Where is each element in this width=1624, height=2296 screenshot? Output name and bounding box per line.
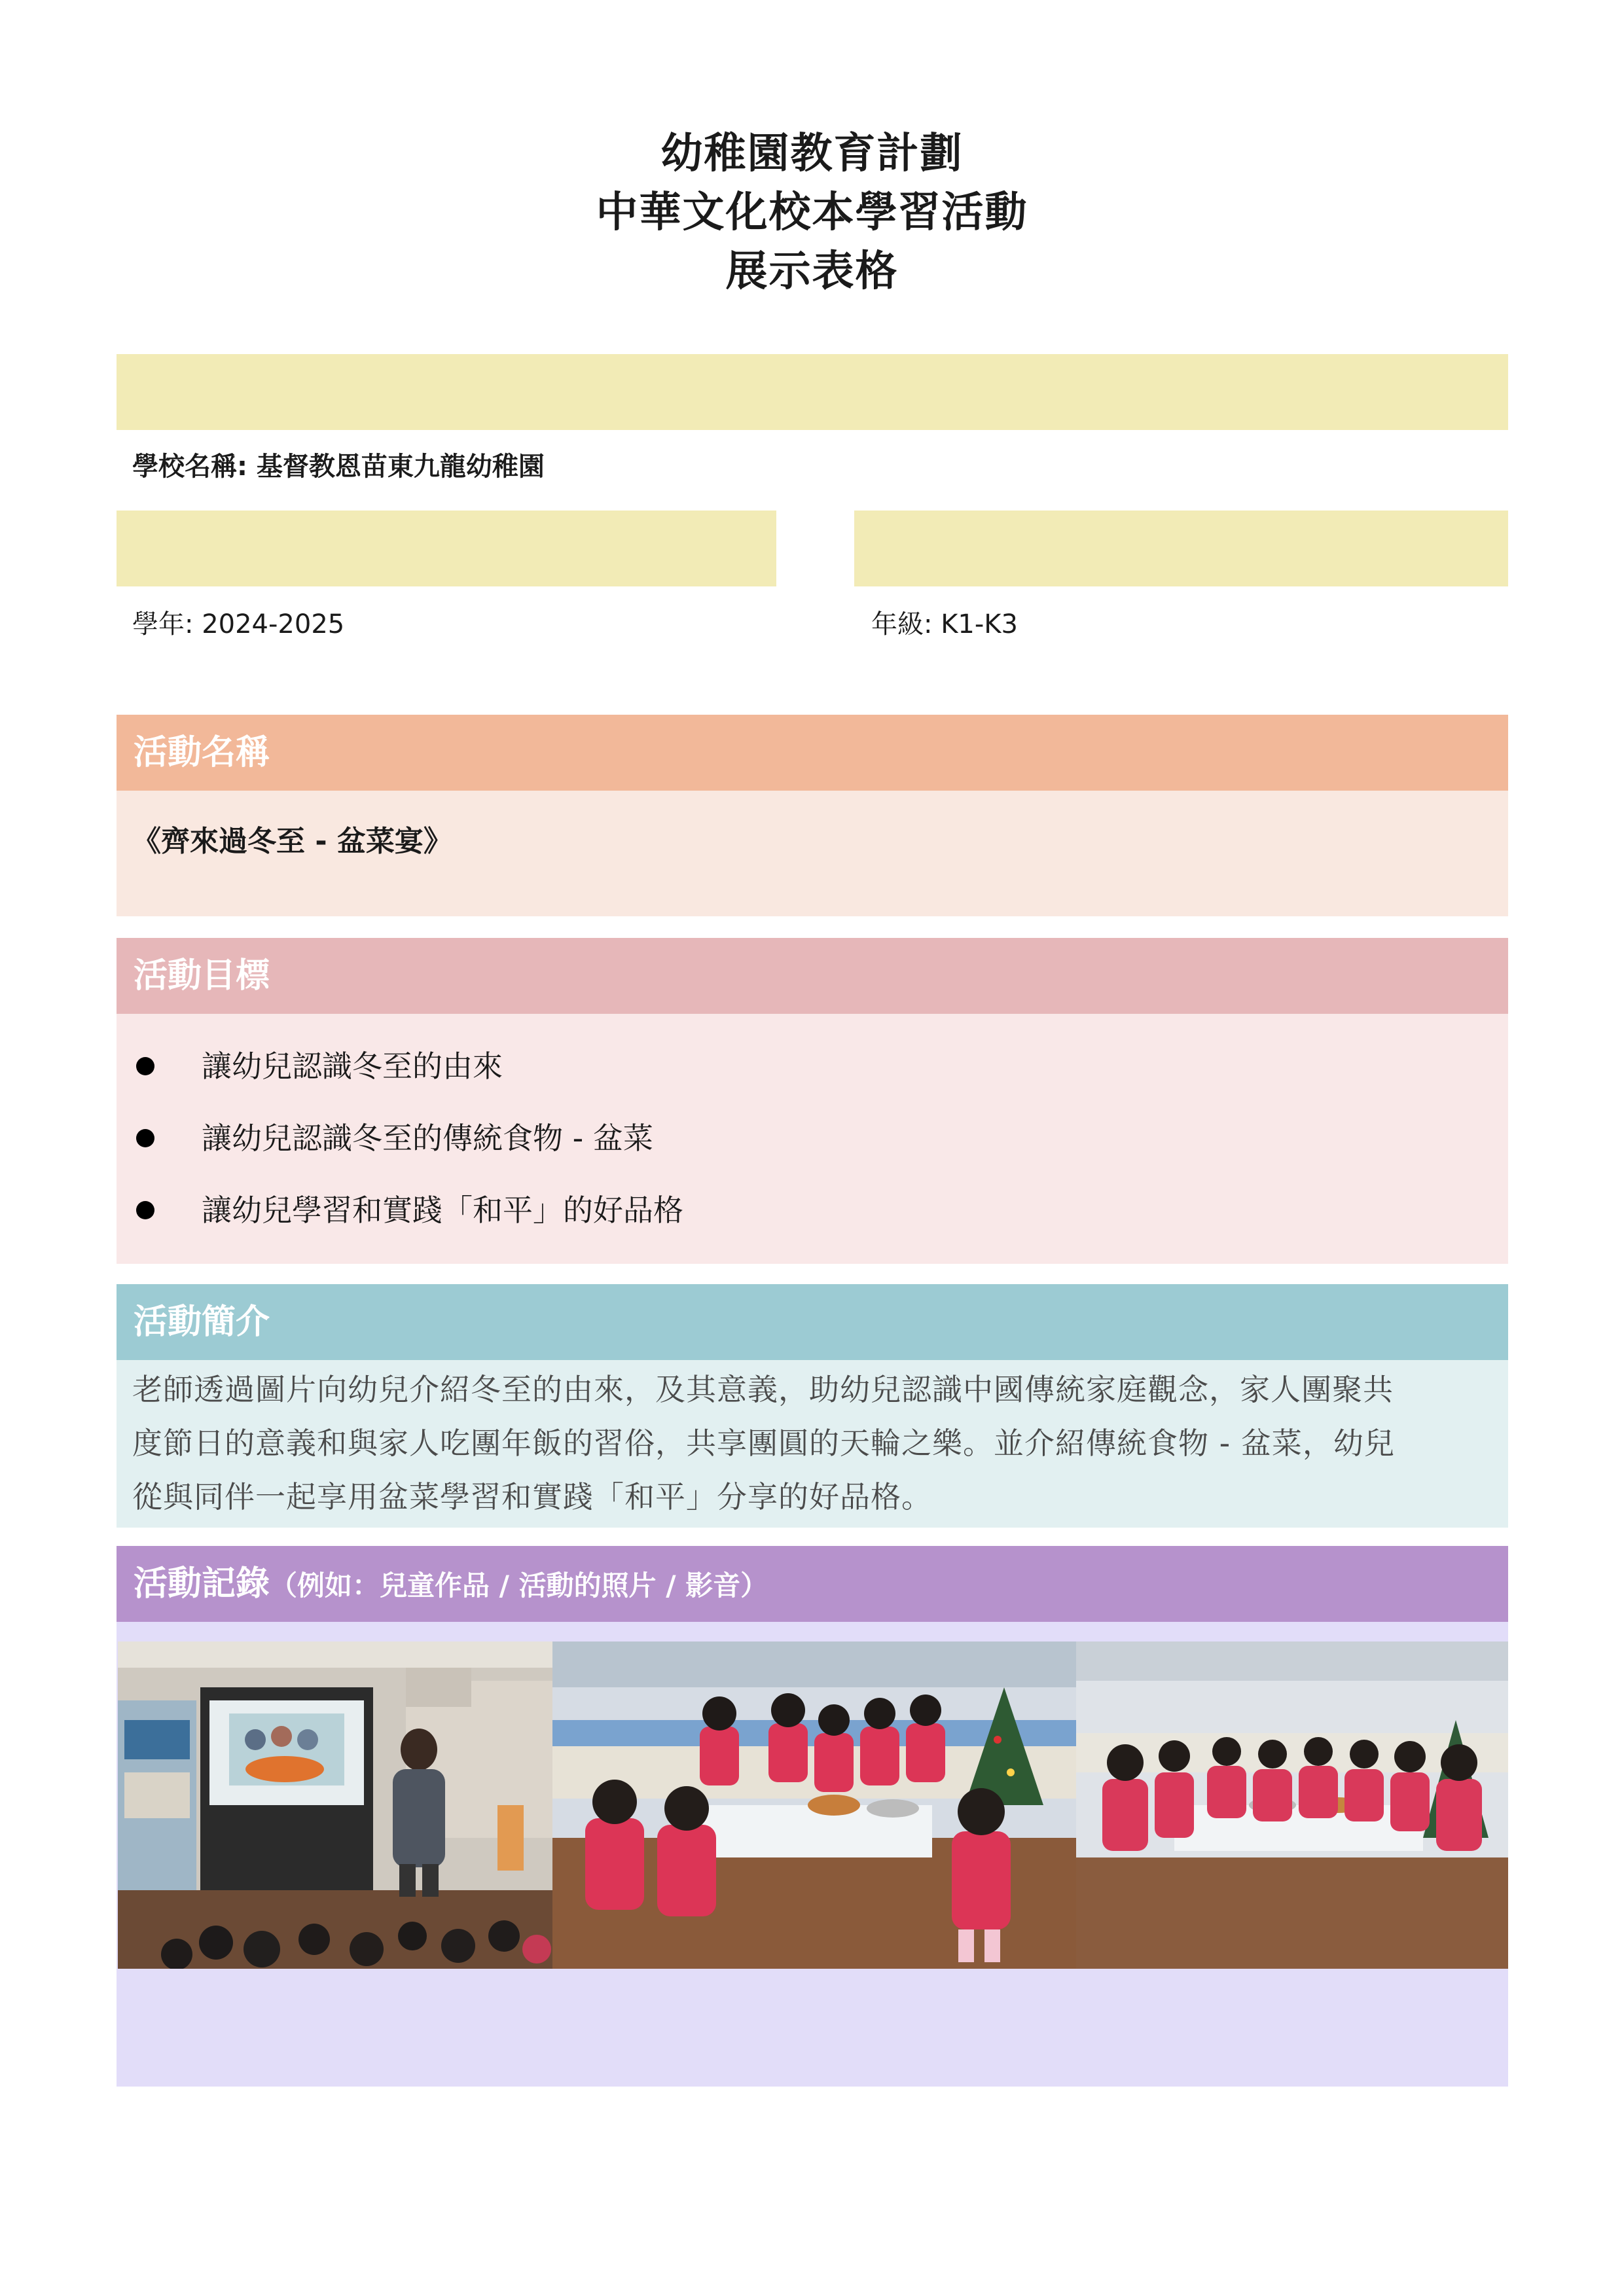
activity-name-header <box>117 715 1508 791</box>
objectives-header <box>117 938 1508 1014</box>
objectives-heading: 活動目標 <box>134 956 270 996</box>
objective-text: 讓幼兒認識冬至的由來 <box>202 1049 503 1084</box>
introduction-heading: 活動簡介 <box>134 1302 270 1342</box>
introduction-text <box>132 1363 1500 1524</box>
activity-name-heading: 活動名稱 <box>134 733 270 772</box>
objective-item <box>136 1045 503 1087</box>
objective-text: 讓幼兒學習和實踐「和平」的好品格 <box>202 1193 683 1228</box>
grade-bar <box>854 511 1508 586</box>
introduction-line: 老師透過圖片向幼兒介紹冬至的由來，及其意義，助幼兒認識中國傳統家庭觀念，家人團聚共 <box>132 1372 1394 1407</box>
class-group-photo <box>1076 1641 1508 1969</box>
activity-name-value: 《齊來過冬至 - 盆菜宴》 <box>132 825 452 858</box>
school-name: 學校名稱: 基督教恩苗東九龍幼稚園 <box>132 452 545 482</box>
children-poon-choi-photo <box>552 1641 1076 1969</box>
bullet-icon <box>136 1129 154 1147</box>
records-heading: 活動記錄 <box>134 1564 270 1604</box>
records-header <box>117 1546 1508 1622</box>
school-year: 學年: 2024-2025 <box>132 609 345 639</box>
bullet-icon <box>136 1057 154 1075</box>
objective-item <box>136 1189 683 1231</box>
introduction-line: 度節日的意義和與家人吃團年飯的習俗，共享團圓的天輪之樂。並介紹傳統食物 - 盆菜，幼兒 <box>132 1426 1395 1461</box>
bullet-icon <box>136 1201 154 1219</box>
school-name-bar <box>117 354 1508 430</box>
title-line-1: 幼稚園教育計劃 <box>660 130 964 178</box>
objectives-body <box>117 1014 1508 1264</box>
introduction-line: 從與同伴一起享用盆菜學習和實踐「和平」分享的好品格。 <box>132 1479 932 1515</box>
objective-item <box>136 1117 653 1159</box>
records-subheading: （例如：兒童作品 / 活動的照片 / 影音） <box>270 1570 768 1602</box>
page-title <box>0 124 1624 301</box>
grade-level: 年級: K1-K3 <box>871 609 1018 639</box>
teacher-presenting-photo <box>118 1641 552 1969</box>
activity-name-body <box>117 791 1508 916</box>
title-line-3: 展示表格 <box>725 247 899 296</box>
title-line-2: 中華文化校本學習活動 <box>596 188 1028 237</box>
objective-text: 讓幼兒認識冬至的傳統食物 - 盆菜 <box>202 1121 653 1156</box>
year-bar <box>117 511 776 586</box>
introduction-body <box>117 1360 1508 1528</box>
introduction-header <box>117 1284 1508 1360</box>
